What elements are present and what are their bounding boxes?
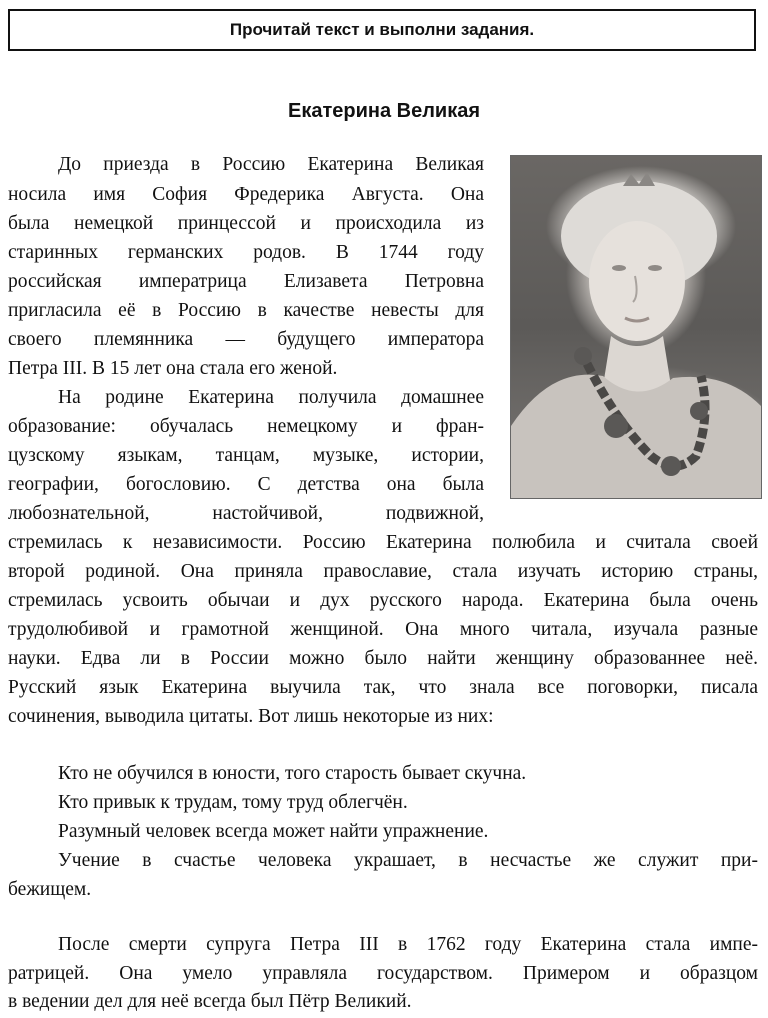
text-line: второй родиной. Она приняла православие, стала изучать историю страны, (8, 561, 758, 582)
quote-line: Кто не обучился в юности, того старость бывает скучна. (58, 763, 527, 784)
text-line: ратрицей. Она умело управляла государством. Примером и образцом (8, 963, 758, 984)
text-line: сочинения, выводила цитаты. Вот лишь некоторые из них: (8, 706, 494, 727)
text-line: географии, богословию. С детства она была (8, 474, 484, 495)
text-line: цузскому языкам, танцам, музыке, истории, (8, 445, 484, 466)
portrait-drawing (511, 156, 761, 498)
quote-line: Разумный человек всегда может найти упражнение. (58, 821, 489, 842)
text-line: была немецкой принцессой и происходила из (8, 213, 484, 234)
text-line: стремилась к независимости. Россию Екатерина полюбила и считала своей (8, 532, 758, 553)
text-line: пригласила её в Россию в качестве невесты для (8, 300, 484, 321)
quote-line: Кто привык к трудам, тому труд облегчён. (58, 792, 408, 813)
article-title: Екатерина Великая (287, 100, 481, 122)
task-instruction-box (8, 9, 756, 51)
text-line: До приезда в Россию Екатерина Великая (58, 154, 484, 175)
quote-line: Учение в счастье человека украшает, в несчастье же служит при- (58, 850, 758, 871)
portrait-image (510, 155, 762, 499)
text-line: любознательной, настойчивой, подвижной, (8, 503, 484, 524)
text-line: Петра III. В 15 лет она стала его женой. (8, 358, 338, 379)
text-line: На родине Екатерина получила домашнее (58, 387, 484, 408)
text-line: носила имя София Фредерика Августа. Она (8, 184, 484, 205)
text-line: стремилась усвоить обычаи и дух русского народа. Екатерина была очень (8, 590, 758, 611)
text-line: трудолюбивой и грамотной женщиной. Она много читала, изучала разные (8, 619, 758, 640)
text-line: образование: обучалась немецкому и фран- (8, 416, 484, 437)
text-line: После смерти супруга Петра III в 1762 году Екатерина стала импе- (58, 934, 758, 955)
quote-line: бежищем. (8, 879, 92, 900)
text-line: науки. Едва ли в России можно было найти женщину образованнее неё. (8, 648, 758, 669)
text-line: российская императрица Елизавета Петровна (8, 271, 484, 292)
task-instruction: Прочитай текст и выполни задания. (229, 20, 535, 39)
text-line: Русский язык Екатерина выучила так, что знала все поговорки, писала (8, 677, 758, 698)
text-line: в ведении дел для неё всегда был Пётр Великий. (8, 991, 412, 1012)
text-line: старинных германских родов. В 1744 году (8, 242, 484, 263)
text-line: своего племянника — будущего императора (8, 329, 484, 350)
